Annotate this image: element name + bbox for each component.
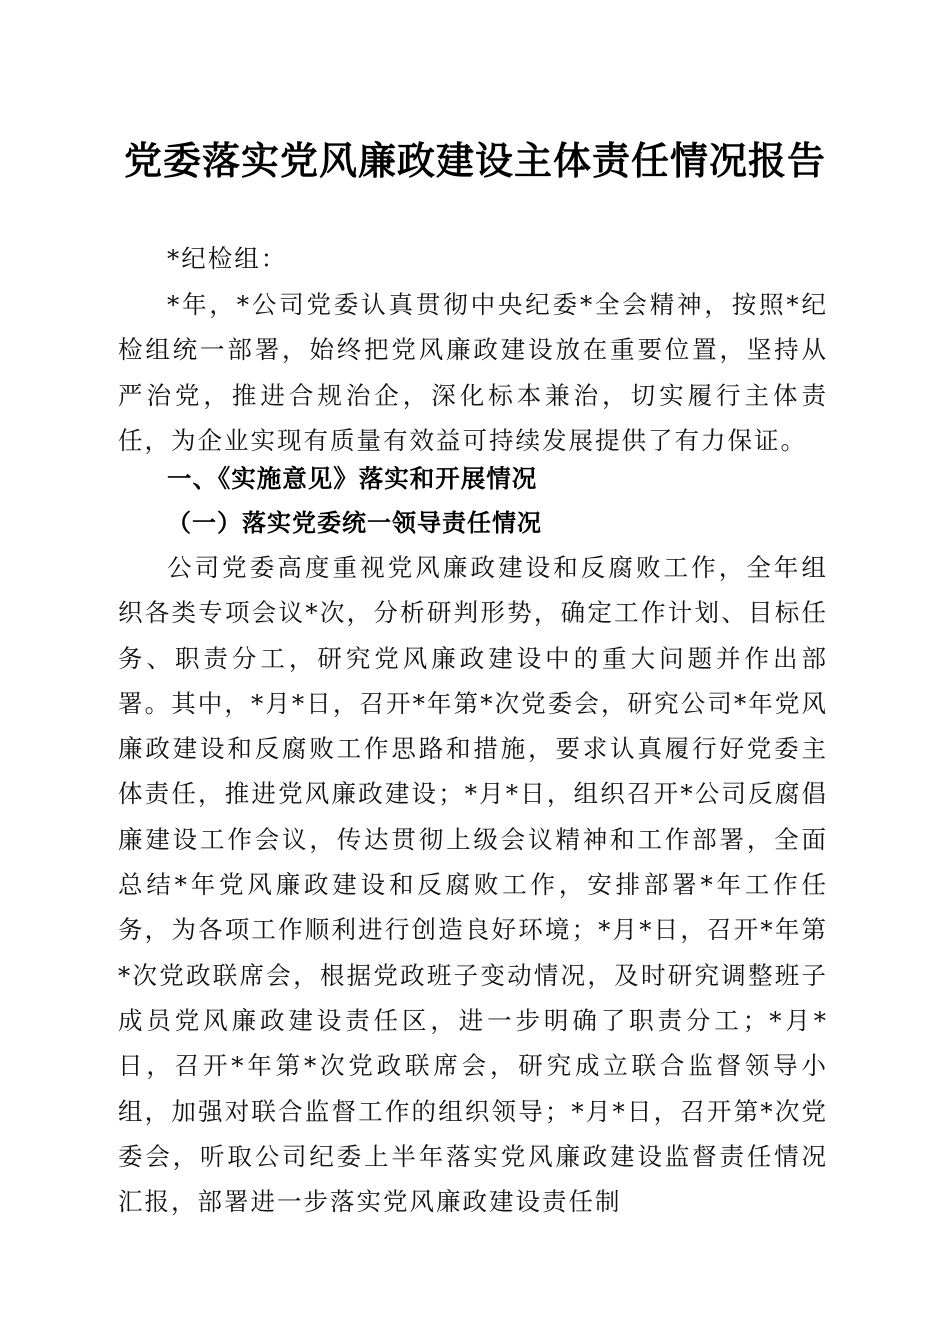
section-paragraph: 公司党委高度重视党风廉政建设和反腐败工作，全年组织各类专项会议*次，分析研判形势，确定工作计划、目标任务、职责分工，研究党风廉政建设中的重大问题并作出部署。其中，*月*日，召开*年第*次党委会，研究公司*年党风廉政建设和反腐败工作思路和措施，要求认真履行好党委主体责任，推进党风廉政建设；*月*日，组织召开*公司反腐倡廉建设工作会议，传达贯彻上级会议精神和工作部署，全面总结*年党风廉政建设和反腐败工作，安排部署*年工作任务，为各项工作顺利进行创造良好环境；*月*日，召开*年第*次党政联席会，根据党政班子变动情况，及时研究调整班子成员党风廉政建设责任区，进一步明确了职责分工；*月*日，召开*年第*次党政联席会，研究成立联合监督领导小组，加强对联合监督工作的组织领导；*月*日，召开第*次党委会，听取公司纪委上半年落实党风廉政建设监督责任情况汇报，部署进一步落实党风廉政建设责任制: [118, 553, 828, 1217]
document-title: 党委落实党风廉政建设主体责任情况报告: [123, 138, 826, 183]
subsection-heading: （一）落实党委统一领导责任情况: [167, 508, 542, 537]
intro-paragraph: *年，*公司党委认真贯彻中央纪委*全会精神，按照*纪检组统一部署，始终把党风廉政建设放在重要位置，坚持从严治党，推进合规治企，深化标本兼治，切实履行主体责任，为企业实现有质量有效益可持续发展提供了有力保证。: [118, 290, 828, 455]
addressee-line: *纪检组：: [167, 244, 288, 273]
section-heading: 一、《实施意见》落实和开展情况: [167, 464, 538, 493]
